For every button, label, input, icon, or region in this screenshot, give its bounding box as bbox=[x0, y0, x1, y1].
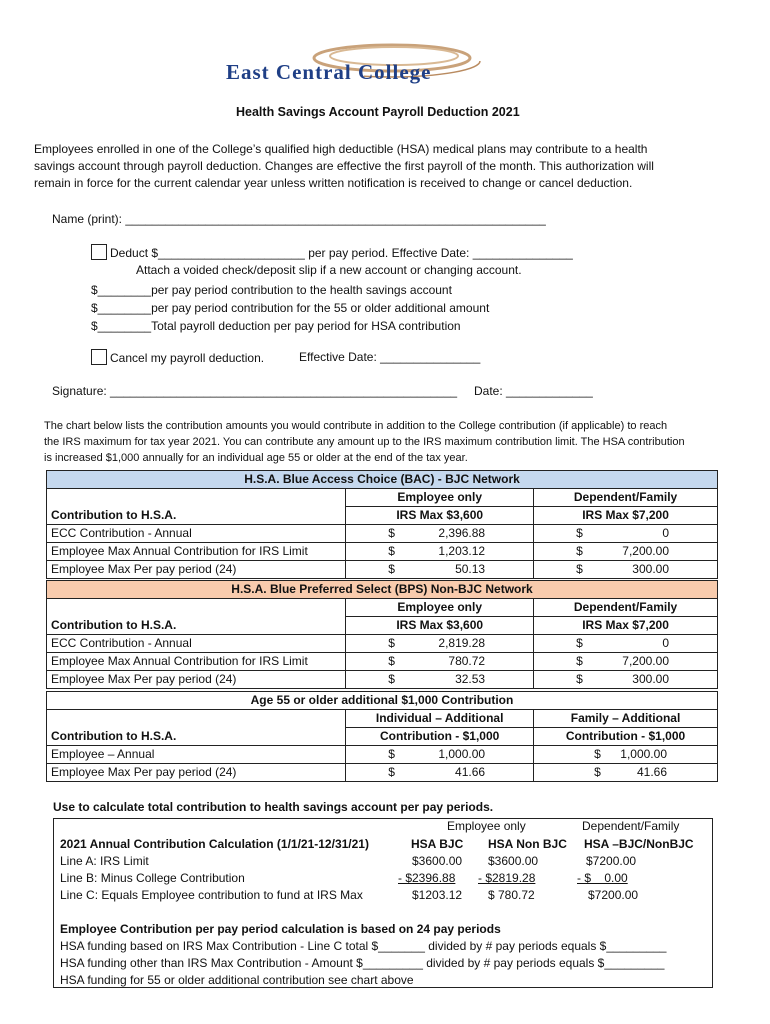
value: 1,000.00 bbox=[620, 747, 667, 761]
currency: $ bbox=[388, 672, 395, 686]
value: 0 bbox=[662, 526, 669, 540]
column-header: Individual – Additional bbox=[346, 710, 534, 728]
page-title: Health Savings Account Payroll Deduction 2021 bbox=[236, 105, 520, 119]
calc-intro: Use to calculate total contribution to health savings account per pay periods. bbox=[53, 800, 494, 814]
currency: $ bbox=[388, 636, 395, 650]
value: 41.66 bbox=[455, 765, 486, 779]
calc-box bbox=[53, 818, 713, 988]
chart-note-line: The chart below lists the contribution amounts you would contribute in addition to the College contribution (if applicable) to reach bbox=[44, 420, 668, 432]
table-header: H.S.A. Blue Preferred Select (BPS) Non-BJC Network bbox=[47, 581, 718, 599]
row-label: Employee Max Annual Contribution for IRS Limit bbox=[47, 543, 346, 561]
currency: $ bbox=[388, 562, 395, 576]
column-header: IRS Max $3,600 bbox=[346, 507, 534, 525]
column-header: Employee only bbox=[346, 489, 534, 507]
intro-line: Employees enrolled in one of the College’s qualified high deductible (HSA) medical plans may contribute to a health bbox=[34, 142, 648, 156]
college-logo bbox=[222, 34, 534, 92]
column-header: Contribution - $1,000 bbox=[534, 728, 718, 746]
currency: $ bbox=[388, 765, 395, 779]
line-b-label: Line B: Minus College Contribution bbox=[60, 871, 245, 885]
currency: $ bbox=[594, 747, 601, 761]
column-header: IRS Max $7,200 bbox=[534, 617, 718, 635]
value: 300.00 bbox=[632, 672, 669, 686]
cancel-row bbox=[91, 349, 264, 365]
row-label: ECC Contribution - Annual bbox=[47, 635, 346, 653]
line-a-nonbjc: $3600.00 bbox=[488, 854, 539, 868]
column-header: Contribution to H.S.A. bbox=[47, 489, 346, 525]
intro-paragraph bbox=[34, 141, 654, 192]
col-hsa-nonbjc: HSA Non BJC bbox=[488, 837, 567, 851]
table-row bbox=[47, 671, 718, 689]
intro-line: remain in force for the current calendar year unless written notification is received to change or cancel deduction. bbox=[34, 176, 633, 190]
currency: $ bbox=[576, 654, 583, 668]
table-row bbox=[47, 653, 718, 671]
table-row bbox=[47, 746, 718, 764]
cancel-label: Cancel my payroll deduction. bbox=[110, 351, 265, 365]
table-header: Age 55 or older additional $1,000 Contribution bbox=[47, 692, 718, 710]
column-header: IRS Max $3,600 bbox=[346, 617, 534, 635]
value: 300.00 bbox=[632, 562, 669, 576]
value: 1,000.00 bbox=[438, 747, 486, 761]
chart-note bbox=[44, 418, 685, 466]
dependent-family-header: Dependent/Family bbox=[582, 819, 680, 833]
attach-note: Attach a voided check/deposit slip if a new account or changing account. bbox=[136, 263, 522, 277]
value: 2,819.28 bbox=[438, 636, 486, 650]
col-hsa-bjc: HSA BJC bbox=[411, 837, 464, 851]
column-header: Family – Additional bbox=[534, 710, 718, 728]
cancel-checkbox[interactable] bbox=[91, 349, 107, 365]
value: 1,203.12 bbox=[438, 544, 486, 558]
line-b-nonbjc: - $2819.28 bbox=[478, 871, 536, 885]
table-row bbox=[47, 525, 718, 543]
value: 7,200.00 bbox=[622, 654, 669, 668]
row-label: Employee – Annual bbox=[47, 746, 346, 764]
value: 780.72 bbox=[448, 654, 486, 668]
currency: $ bbox=[388, 654, 395, 668]
table-row bbox=[47, 561, 718, 579]
line-b-dep: - $ 0.00 bbox=[577, 871, 628, 885]
table-header: H.S.A. Blue Access Choice (BAC) - BJC Network bbox=[47, 471, 718, 489]
value: 2,396.88 bbox=[438, 526, 486, 540]
row-label: Employee Max Per pay period (24) bbox=[47, 561, 346, 579]
currency: $ bbox=[576, 562, 583, 576]
line-c-bjc: $1203.12 bbox=[412, 888, 463, 902]
line-a-bjc: $3600.00 bbox=[412, 854, 463, 868]
value: 41.66 bbox=[636, 765, 667, 779]
line-a-dep: $7200.00 bbox=[586, 854, 637, 868]
deduct-checkbox[interactable] bbox=[91, 244, 107, 260]
row-label: Employee Max Annual Contribution for IRS Limit bbox=[47, 653, 346, 671]
contribution-line[interactable]: $________per pay period contribution for the 55 or older additional amount bbox=[91, 301, 490, 315]
value: 7,200.00 bbox=[622, 544, 669, 558]
period-line[interactable]: HSA funding based on IRS Max Contribution - Line C total $_______ divided by # pay periods equals $_________ bbox=[60, 939, 667, 953]
value: 0 bbox=[662, 636, 669, 650]
currency: $ bbox=[388, 526, 395, 540]
column-header: Employee only bbox=[346, 599, 534, 617]
logo-text: East Central College bbox=[226, 60, 432, 84]
chart-note-line: the IRS maximum for tax year 2021. You can contribute any amount up to the IRS maximum contribution limit. The HSA contribution bbox=[44, 436, 685, 448]
line-a-label: Line A: IRS Limit bbox=[60, 854, 149, 868]
name-field[interactable]: Name (print): _______________________________________________________________ bbox=[52, 212, 546, 226]
age55-table bbox=[46, 691, 718, 782]
column-header: Contribution to H.S.A. bbox=[47, 599, 346, 635]
intro-line: savings account through payroll deduction. Changes are effective the first payroll of the month. This authorization will bbox=[34, 159, 654, 173]
value: 32.53 bbox=[455, 672, 486, 686]
column-header: Contribution - $1,000 bbox=[346, 728, 534, 746]
deduct-row bbox=[91, 244, 573, 260]
currency: $ bbox=[576, 526, 583, 540]
contribution-line[interactable]: $________Total payroll deduction per pay period for HSA contribution bbox=[91, 319, 461, 333]
table-row bbox=[47, 543, 718, 561]
line-c-nonbjc: $ 780.72 bbox=[488, 888, 535, 902]
bps-table bbox=[46, 580, 718, 689]
value: 50.13 bbox=[455, 562, 486, 576]
deduct-label[interactable]: Deduct $______________________ per pay period. Effective Date: _______________ bbox=[110, 246, 573, 260]
date-field[interactable]: Date: _____________ bbox=[474, 384, 593, 398]
row-label: ECC Contribution - Annual bbox=[47, 525, 346, 543]
line-c-label: Line C: Equals Employee contribution to fund at IRS Max bbox=[60, 888, 363, 902]
contribution-line[interactable]: $________per pay period contribution to the health savings account bbox=[91, 283, 452, 297]
signature-field[interactable]: Signature: ____________________________________________________ bbox=[52, 384, 458, 398]
bac-table bbox=[46, 470, 718, 579]
table-row bbox=[47, 635, 718, 653]
currency: $ bbox=[576, 544, 583, 558]
chart-note-line: is increased $1,000 annually for an individual age 55 or older at the end of the tax year. bbox=[44, 452, 468, 464]
currency: $ bbox=[594, 765, 601, 779]
cancel-effective-date[interactable]: Effective Date: _______________ bbox=[299, 350, 481, 364]
period-line: HSA funding for 55 or older additional contribution see chart above bbox=[60, 973, 414, 987]
currency: $ bbox=[388, 747, 395, 761]
period-heading: Employee Contribution per pay period calculation is based on 24 pay periods bbox=[60, 922, 501, 936]
table-row bbox=[47, 764, 718, 782]
line-c-dep: $7200.00 bbox=[588, 888, 639, 902]
calc-heading: 2021 Annual Contribution Calculation (1/1/21-12/31/21) bbox=[60, 837, 369, 851]
currency: $ bbox=[576, 636, 583, 650]
column-header: Contribution to H.S.A. bbox=[47, 710, 346, 746]
row-label: Employee Max Per pay period (24) bbox=[47, 764, 346, 782]
currency: $ bbox=[576, 672, 583, 686]
employee-only-header: Employee only bbox=[447, 819, 526, 833]
row-label: Employee Max Per pay period (24) bbox=[47, 671, 346, 689]
column-header: Dependent/Family bbox=[534, 489, 718, 507]
col-hsa-dep: HSA –BJC/NonBJC bbox=[584, 837, 694, 851]
period-line[interactable]: HSA funding other than IRS Max Contribution - Amount $_________ divided by # pay periods equals $_________ bbox=[60, 956, 665, 970]
column-header: Dependent/Family bbox=[534, 599, 718, 617]
column-header: IRS Max $7,200 bbox=[534, 507, 718, 525]
line-b-bjc: - $2396.88 bbox=[398, 871, 456, 885]
currency: $ bbox=[388, 544, 395, 558]
contribution-lines bbox=[91, 281, 489, 335]
